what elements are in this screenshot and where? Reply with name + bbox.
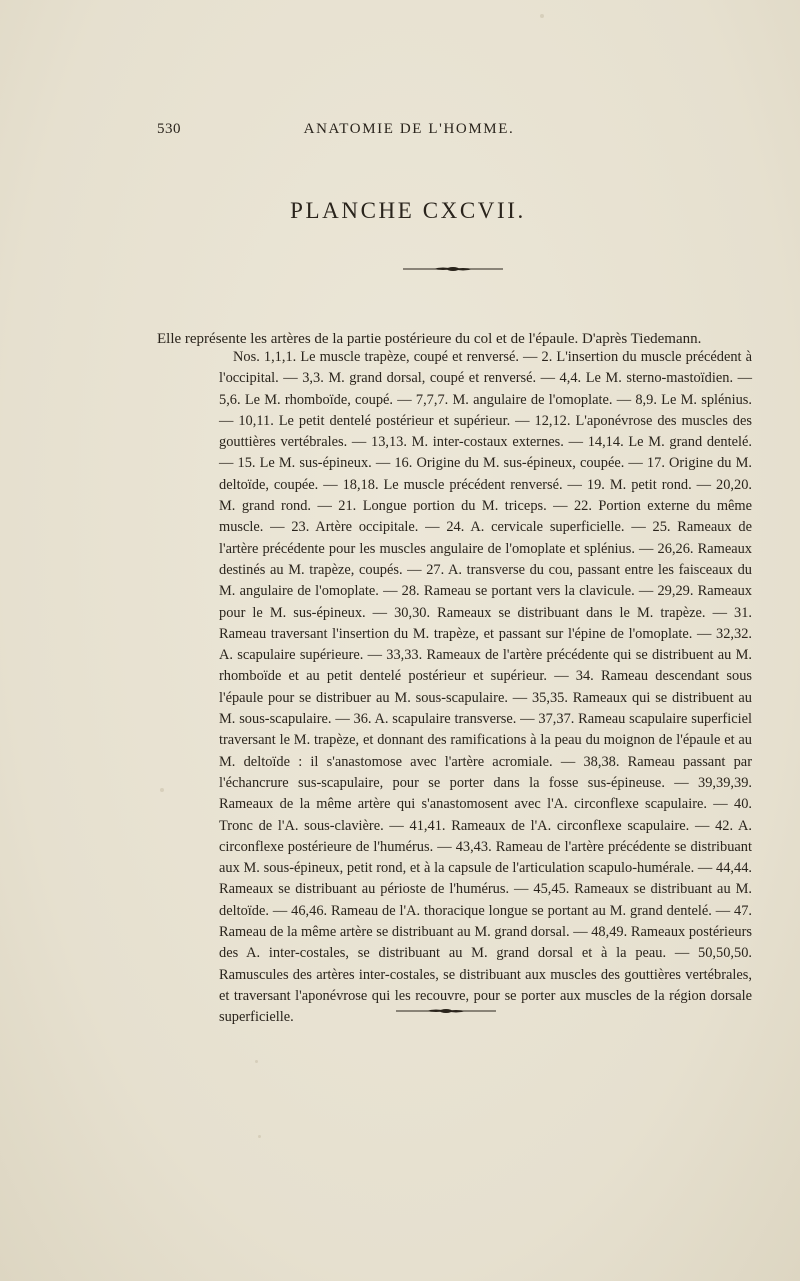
paper-spot xyxy=(540,14,544,18)
page-number: 530 xyxy=(157,121,181,137)
paper-spot xyxy=(255,1060,258,1063)
plate-title: PLANCHE CXCVII. xyxy=(290,198,526,223)
ornament-rule-bottom xyxy=(396,1008,496,1014)
running-head: ANATOMIE DE L'HOMME. xyxy=(303,121,515,137)
paper-spot xyxy=(160,788,164,792)
paper-spot xyxy=(258,1135,261,1138)
ornament-rule-top xyxy=(403,266,503,272)
intro-paragraph: Elle représente les artères de la partie postérieure du col et de l'épaule. D'après Tiedemann. xyxy=(157,331,702,347)
legend-body xyxy=(219,347,752,1029)
legend-text: Nos. 1,1,1. Le muscle trapèze, coupé et renversé. — 2. L'insertion du muscle précédent à l'occipital. — 3,3. M. grand dorsal, coupé et renversé. — 4,4. Le M. sterno-mastoïdien. — 5,6. Le M. rhomboïde, coupé. — 7,7,7. M. angulaire de l'omoplate. — 8,9. Le M. splénius. — 10,11. Le petit dentelé postérieur et supérieur. — 12,12. L'aponévrose des muscles des gouttières vertébrales. — 13,13. M. inter-costaux externes. — 14,14. Le M. grand dentelé. — 15. Le M. sus-épineux. — 16. Origine du M. sus-épineux, coupée. — 17. Origine du M. deltoïde, coupée. — 18,18. Le muscle précédent renversé. — 19. M. petit rond. — 20,20. M. grand rond. — 21. Longue portion du M. triceps. — 22. Portion externe du même muscle. — 23. Artère occipitale. — 24. A. cervicale superficielle. — 25. Rameaux de l'artère précédente pour les muscles angulaire de l'omoplate et splénius. — 26,26. Rameaux destinés au M. trapèze, coupés. — 27. A. transverse du cou, passant entre les faisceaux du M. angulaire de l'omoplate. — 28. Rameau se portant vers la clavicule. — 29,29. Rameaux pour le M. sus-épineux. — 30,30. Rameaux se distribuant dans le M. trapèze. — 31. Rameau traversant l'insertion du M. trapèze, et passant sur l'épine de l'omoplate. — 32,32. A. scapulaire supérieure. — 33,33. Rameaux de l'artère précédente qui se distribuent au M. rhomboïde et au petit dentelé postérieur et supérieur. — 34. Rameau descendant sous l'épaule pour se distribuer au M. sous-scapulaire. — 35,35. Rameaux qui se distribuent au M. sous-scapulaire. — 36. A. scapulaire transverse. — 37,37. Rameau scapulaire superficiel traversant le M. trapèze, et donnant des ramifications à la peau du moignon de l'épaule et au M. deltoïde : il s'anastomose avec l'artère acromiale. — 38,38. Rameau passant par l'échancrure sus-scapulaire, pour se porter dans la fosse sus-épineuse. — 39,39,39. Rameaux de la même artère qui s'anastomosent avec l'A. circonflexe scapulaire. — 40. Tronc de l'A. sous-clavière. — 41,41. Rameaux de l'A. circonflexe scapulaire. — 42. A. circonflexe postérieure de l'humérus. — 43,43. Rameau de l'artère précédente se distribuant aux M. sous-épineux, petit rond, et à la capsule de l'articulation scapulo-humérale. — 44,44. Rameaux se distribuant au périoste de l'humérus. — 45,45. Rameaux se distribuant au M. deltoïde. — 46,46. Rameau de l'A. thoracique longue se portant au M. grand dentelé. — 47. Rameau de la même artère se distribuant au M. grand dorsal. — 48,49. Rameaux postérieurs des A. inter-costales, se distribuant au M. grand dorsal et à la peau. — 50,50,50. Ramuscules des artères inter-costales, se distribuant aux muscles des gouttières vertébrales, et traversant l'aponévrose qui les recouvre, pour se porter aux muscles de la région dorsale superficielle. xyxy=(219,349,752,1026)
